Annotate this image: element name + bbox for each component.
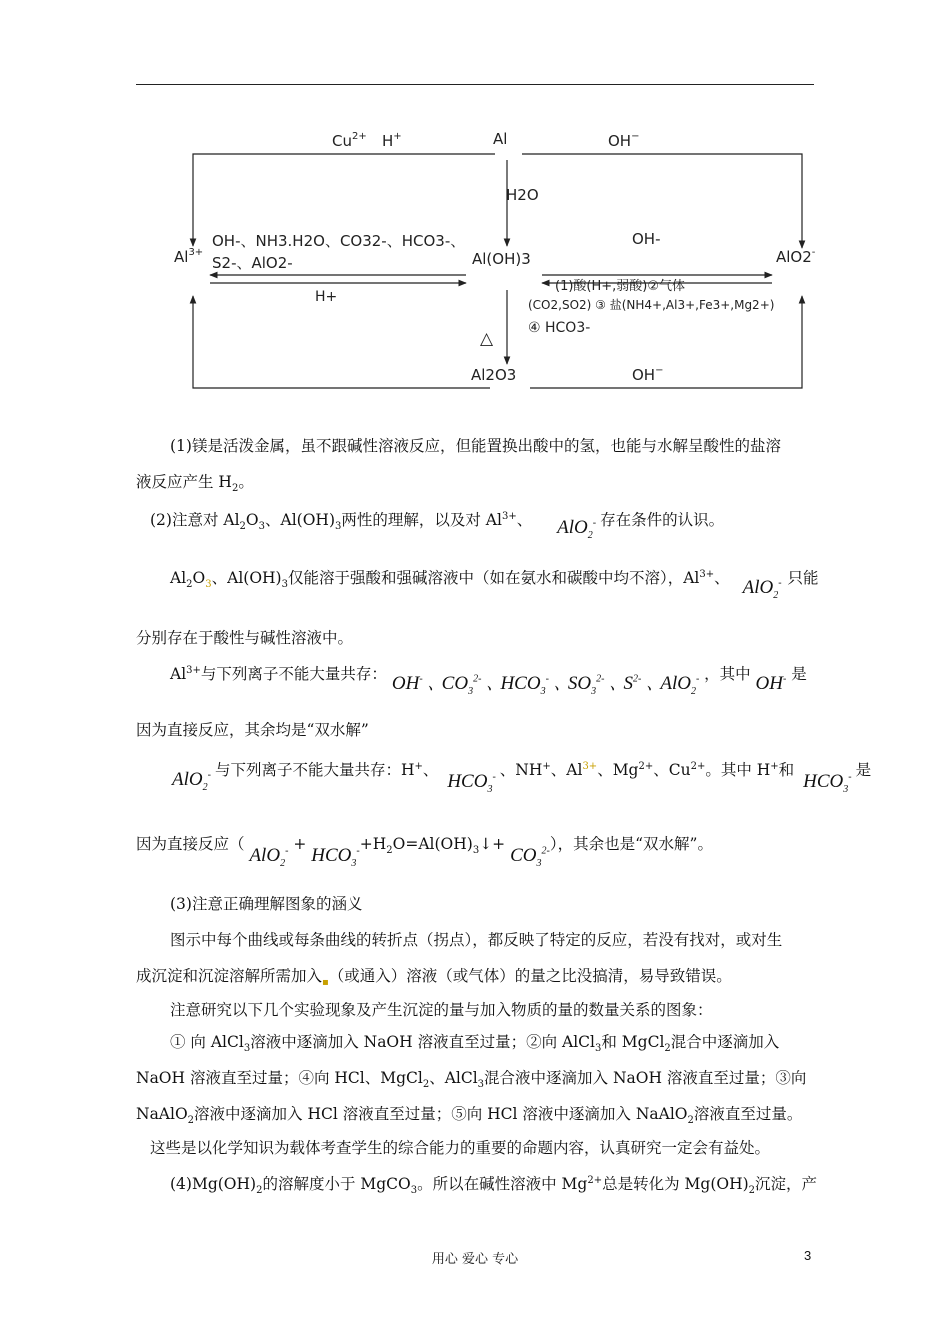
para-11: 注意研究以下几个实验现象及产生沉淀的量与加入物质的量的数量关系的图象：: [170, 1001, 713, 1019]
left-reagents-lower: S2-、AlO2-: [212, 254, 293, 272]
al-label: Al: [493, 130, 508, 148]
h-ion-label: H+: [382, 131, 402, 150]
para-2: (2)注意对 $Al_2O_3$、$Al(OH)_3$两性的理解，以及对 $Al^{3+}$、 AlO$_2$- 存在条件的认识。: [150, 510, 725, 541]
right-conditions-3: ④ HCO3-: [528, 320, 591, 336]
al3-label: $Al^{3+}$: [174, 247, 204, 266]
alo2-label: AlO2-: [776, 247, 816, 266]
al2o3-label: Al2O3: [471, 366, 517, 384]
page-number: 3: [804, 1248, 812, 1263]
para-1-line-2: 液反应产生 $H_2$。: [136, 473, 254, 495]
right-top-label: OH-: [632, 230, 661, 248]
para-13: NaOH 溶液直至过量；④向 HCl、MgCl$_2$、AlCl$_3$混合液中逐滴加入 NaOH 溶液直至过量；③向: [136, 1069, 807, 1091]
para-1-line-1: (1)镁是活泼金属，虽不跟碱性溶液反应，但能置换出酸中的氢，也能与水解呈酸性的盐溶: [170, 437, 781, 455]
page-footer: 用心 爱心 专心: [431, 1252, 519, 1267]
para-8: 因为直接反应（ $AlO_2^- + HCO_3^-+H_2O=Al(OH)_3↓+ CO_3^{2-}$），其余也是“双水解”。: [136, 835, 713, 869]
para-10-line-1: 图示中每个曲线或每条曲线的转折点（拐点），都反映了特定的反应，若没有找对，或对生: [170, 931, 783, 949]
para-15: 这些是以化学知识为载体考查学生的综合能力的重要的命题内容，认真研究一定会有益处。: [150, 1139, 771, 1157]
para-10-line-2: 成沉淀和沉淀溶解所需加入$_▪$（或通入）溶液（或气体）的量之比没搞清，易导致错误。: [136, 967, 732, 989]
right-conditions-2: (CO2,SO2) ③ 盐(NH4+,Al3+,Fe3+,Mg2+): [528, 298, 775, 312]
right-conditions-1: (1)酸(H+,弱酸)②气体: [555, 279, 686, 294]
h2o-label: H2O: [506, 186, 539, 204]
para-16: $(4)Mg(OH)_2$的溶解度小于 MgCO$_3$。所以在碱性溶液中 $Mg^{2+}$总是转化为 $Mg(OH)_2$沉淀，产: [170, 1174, 818, 1197]
oh-bottom-label: OH−: [632, 365, 664, 384]
delta-label: △: [480, 329, 494, 349]
al-oh3-label: Al(OH)3: [472, 250, 531, 268]
para-6: 因为直接反应，其余均是“双水解”: [136, 721, 369, 739]
aluminum-conversion-diagram: [160, 118, 820, 398]
para-3: $Al_2O_3$、$Al(OH)_3$仅能溶于强酸和强碱溶液中（如在氨水和碳酸中均不溶），$Al^{3+}$、 AlO$_2$- 只能: [170, 568, 819, 601]
para-5: $Al^{3+}$与下列离子不能大量共存： OH- ､ $CO_3^{2-}$ ､ $HCO_3^-$ ､ $SO_3^{2-}$ ､ $S^{2-}$ ､ AlO$_2$- ，其中 OH- 是: [170, 664, 807, 697]
para-14: NaAlO$_2$溶液中逐滴加入 HCl 溶液直至过量；⑤向 HCl 溶液中逐滴加入 NaAlO$_2$溶液直至过量。: [136, 1105, 803, 1127]
para-4: 分别存在于酸性与碱性溶液中。: [136, 629, 354, 647]
left-arrow-label: H+: [315, 289, 338, 305]
header-rule: [136, 84, 814, 85]
left-reagents-upper: OH-、NH3.H2O、CO32-、HCO3-、: [212, 232, 466, 250]
para-9: (3)注意正确理解图象的涵义: [170, 895, 363, 913]
cu-ion-label: $Cu^{2+}$: [332, 131, 367, 150]
oh-top-label: OH−: [608, 131, 640, 150]
para-12: ① 向 AlCl$_3$溶液中逐滴加入 NaOH 溶液直至过量；②向 AlCl$_3$和 MgCl$_2$混合中逐滴加入: [170, 1033, 780, 1055]
para-7: AlO$_2$- 与下列离子不能大量共存：H+、 $HCO_3^-$ 、NH+、$Al^{3+}$、$Mg^{2+}$、$Cu^{2+}$。其中 H+和 $HCO_3^-$ 是: [172, 760, 872, 795]
